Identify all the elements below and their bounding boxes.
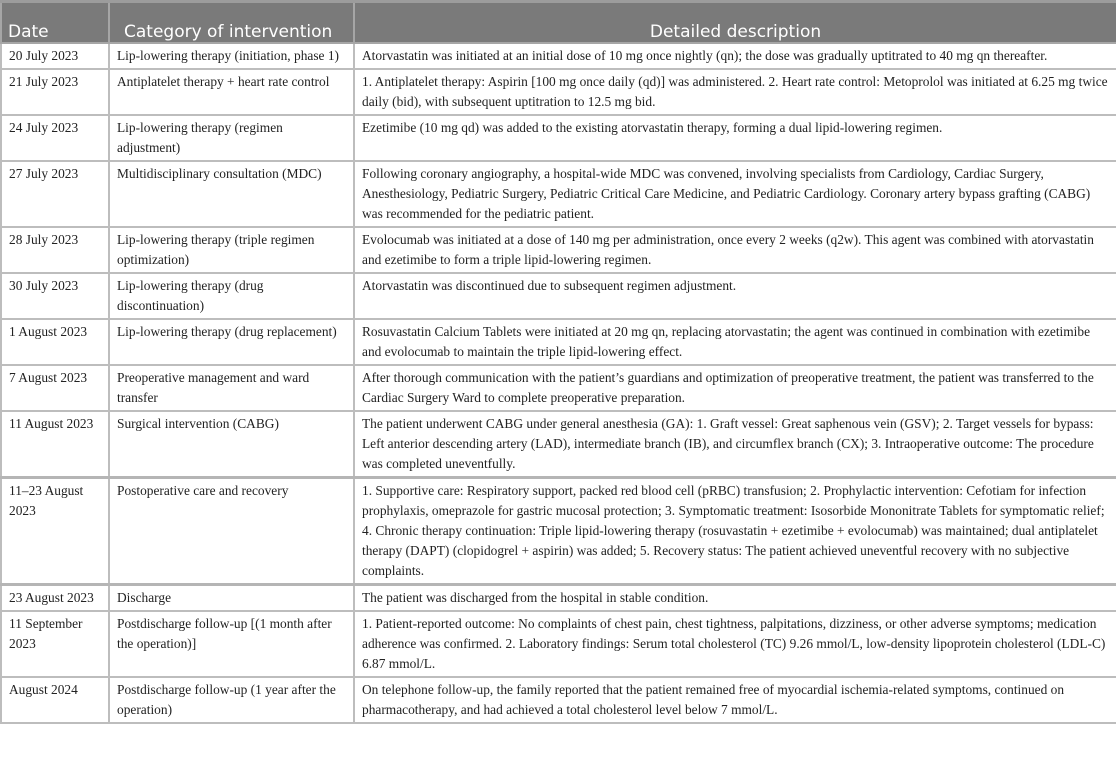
cell-category: Lip-lowering therapy (regimen adjustment): [109, 115, 354, 161]
table-row: [1, 161, 1116, 227]
header-description: Detailed description: [354, 2, 1116, 44]
cell-description: Ezetimibe (10 mg qd) was added to the existing atorvastatin therapy, forming a dual lipid-lowering regimen.: [354, 115, 1116, 161]
cell-date: 7 August 2023: [1, 365, 109, 411]
table-row: [1, 115, 1116, 161]
table-row: [1, 69, 1116, 115]
table-row: [1, 677, 1116, 723]
cell-category: Postdischarge follow-up (1 year after the operation): [109, 677, 354, 723]
table-row: [1, 365, 1116, 411]
cell-category: Lip-lowering therapy (initiation, phase 1): [109, 43, 354, 69]
cell-category: Lip-lowering therapy (drug discontinuation): [109, 273, 354, 319]
header-date: Date: [1, 2, 109, 44]
table-row: [1, 585, 1116, 612]
cell-date: 30 July 2023: [1, 273, 109, 319]
cell-date: August 2024: [1, 677, 109, 723]
header-category: Category of intervention: [109, 2, 354, 44]
cell-description: 1. Patient-reported outcome: No complaints of chest pain, chest tightness, palpitations, dizziness, or other adverse symptoms; medication adherence was confirmed. 2. Laboratory findings: Serum total cholesterol (TC) 9.26 mmol/L, low-density lipoprotein cholesterol (LDL-C) 6.87 mmol/L.: [354, 611, 1116, 677]
table-row: [1, 611, 1116, 677]
table-row: [1, 227, 1116, 273]
table-row: [1, 319, 1116, 365]
table-row: [1, 478, 1116, 585]
cell-description: 1. Supportive care: Respiratory support, packed red blood cell (pRBC) transfusion; 2. Prophylactic intervention: Cefotiam for infection prophylaxis, omeprazole for gastric mucosal protection; 3. Symptomatic treatment: Isosorbide Mononitrate Tablets for symptomatic relief; 4. Chronic therapy continuation: Triple lipid-lowering therapy (rosuvastatin + ezetimibe + evolocumab) was maintained; dual antiplatelet therapy (DAPT) (clopidogrel + aspirin) was added; 5. Recovery status: The patient achieved uneventful recovery with no subjective complaints.: [354, 478, 1116, 585]
cell-category: Postdischarge follow-up [(1 month after the operation)]: [109, 611, 354, 677]
table-body: [1, 43, 1116, 723]
cell-date: 27 July 2023: [1, 161, 109, 227]
header-row: [1, 2, 1116, 44]
table-row: [1, 43, 1116, 69]
cell-category: Multidisciplinary consultation (MDC): [109, 161, 354, 227]
cell-description: Atorvastatin was discontinued due to subsequent regimen adjustment.: [354, 273, 1116, 319]
cell-description: The patient was discharged from the hospital in stable condition.: [354, 585, 1116, 612]
cell-description: Atorvastatin was initiated at an initial dose of 10 mg once nightly (qn); the dose was gradually uptitrated to 40 mg qn thereafter.: [354, 43, 1116, 69]
cell-category: Antiplatelet therapy + heart rate control: [109, 69, 354, 115]
cell-description: On telephone follow-up, the family reported that the patient remained free of myocardial ischemia-related symptoms, continued on pharmacotherapy, and had achieved a total cholesterol level below 7 mmol/L.: [354, 677, 1116, 723]
cell-category: Lip-lowering therapy (drug replacement): [109, 319, 354, 365]
cell-category: Preoperative management and ward transfer: [109, 365, 354, 411]
cell-category: Postoperative care and recovery: [109, 478, 354, 585]
cell-description: Evolocumab was initiated at a dose of 140 mg per administration, once every 2 weeks (q2w). This agent was combined with atorvastatin and ezetimibe to form a triple lipid-lowering regimen.: [354, 227, 1116, 273]
cell-description: 1. Antiplatelet therapy: Aspirin [100 mg once daily (qd)] was administered. 2. Heart rate control: Metoprolol was initiated at 6.25 mg twice daily (bid), with subsequent uptitration to 12.5 mg bid.: [354, 69, 1116, 115]
cell-date: 11 September 2023: [1, 611, 109, 677]
cell-date: 21 July 2023: [1, 69, 109, 115]
cell-description: The patient underwent CABG under general anesthesia (GA): 1. Graft vessel: Great saphenous vein (GSV); 2. Target vessels for bypass: Left anterior descending artery (LAD), intermediate branch (IB), and circumflex branch (CX); 3. Intraoperative outcome: The procedure was completed uneventfully.: [354, 411, 1116, 478]
cell-date: 23 August 2023: [1, 585, 109, 612]
cell-category: Surgical intervention (CABG): [109, 411, 354, 478]
cell-description: Following coronary angiography, a hospital-wide MDC was convened, involving specialists from Cardiology, Cardiac Surgery, Anesthesiology, Pediatric Surgery, Pediatric Critical Care Medicine, and Pediatric Cardiology. Coronary artery bypass grafting (CABG) was recommended for the pediatric patient.: [354, 161, 1116, 227]
cell-date: 28 July 2023: [1, 227, 109, 273]
table-header: [1, 2, 1116, 44]
table-row: [1, 411, 1116, 478]
cell-date: 20 July 2023: [1, 43, 109, 69]
cell-category: Discharge: [109, 585, 354, 612]
cell-description: After thorough communication with the patient’s guardians and optimization of preoperative treatment, the patient was transferred to the Cardiac Surgery Ward to complete preoperative preparation.: [354, 365, 1116, 411]
cell-category: Lip-lowering therapy (triple regimen optimization): [109, 227, 354, 273]
cell-description: Rosuvastatin Calcium Tablets were initiated at 20 mg qn, replacing atorvastatin; the agent was continued in combination with ezetimibe and evolocumab to maintain the triple lipid-lowering effect.: [354, 319, 1116, 365]
cell-date: 11 August 2023: [1, 411, 109, 478]
cell-date: 1 August 2023: [1, 319, 109, 365]
cell-date: 24 July 2023: [1, 115, 109, 161]
table-row: [1, 273, 1116, 319]
cell-date: 11–23 August 2023: [1, 478, 109, 585]
